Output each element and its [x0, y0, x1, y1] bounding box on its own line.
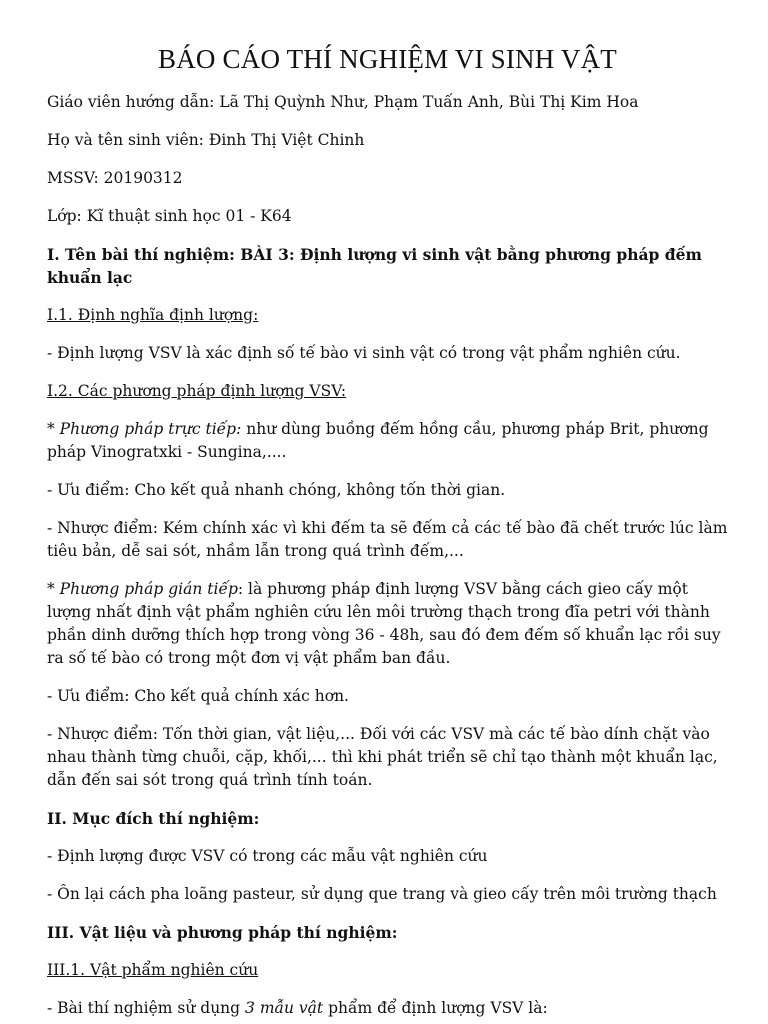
student-line: Họ và tên sinh viên: Đinh Thị Việt Chinh — [47, 131, 365, 149]
section1-sub2-heading-line — [47, 380, 728, 403]
section1-heading: I. Tên bài thí nghiệm: BÀI 3: Định lượng vi sinh vật bằng phương pháp đếm khuẩn lạc — [47, 245, 702, 287]
section3-line-c: phẩm để định lượng VSV là: — [323, 999, 548, 1017]
section2-item-1: - Định lượng được VSV có trong các mẫu vật nghiên cứu — [47, 847, 488, 865]
mssv-line: MSSV: 20190312 — [47, 169, 183, 187]
direct-method-paragraph — [47, 418, 728, 464]
section1-sub1-heading-line — [47, 304, 728, 327]
direct-method-pro: - Ưu điểm: Cho kết quả nhanh chóng, không tốn thời gian. — [47, 481, 506, 499]
section1-sub1-heading: I.1. Định nghĩa định lượng: — [47, 306, 259, 324]
section2-heading: II. Mục đích thí nghiệm: — [47, 809, 260, 828]
section3-sub1-heading-line — [47, 959, 728, 982]
direct-method-label: * Phương pháp trực tiếp: — [47, 420, 242, 438]
section3-line-b: 3 mẫu vật — [245, 999, 324, 1017]
indirect-method-label: * Phương pháp gián tiếp — [47, 580, 238, 598]
section3-line — [47, 997, 728, 1020]
indirect-method-text: : là phương pháp định lượng VSV bằng cách gieo cấy một lượng nhất định vật phẩm nghiên cứu lên môi trường thạch trong đĩa petri với thành phần dinh dưỡng thích hợp trong vòng 36 - 48h, sau đó đem đếm số khuẩn lạc rồi suy ra số tế bào có trong một đơn vị vật phẩm ban đầu. — [47, 580, 721, 667]
section3-line-a: - Bài thí nghiệm sử dụng — [47, 999, 246, 1017]
section1-sub2-heading: I.2. Các phương pháp định lượng VSV: — [47, 382, 347, 400]
indirect-method-con: - Nhược điểm: Tốn thời gian, vật liệu,... Đối với các VSV mà các tế bào dính chặt vào nhau thành từng chuỗi, cặp, khối,... thì khi phát triển sẽ chỉ tạo thành một khuẩn lạc, dẫn đến sai sót trong quá trình tính toán. — [47, 725, 718, 789]
indirect-method-paragraph — [47, 578, 728, 670]
section2-item-2: - Ôn lại cách pha loãng pasteur, sử dụng que trang và gieo cấy trên môi trường thạch — [47, 885, 717, 903]
direct-method-con: - Nhược điểm: Kém chính xác vì khi đếm ta sẽ đếm cả các tế bào đã chết trước lúc làm tiêu bản, dễ sai sót, nhầm lẫn trong quá trình đếm,... — [47, 519, 728, 560]
section1-sub1-text: - Định lượng VSV là xác định số tế bào vi sinh vật có trong vật phẩm nghiên cứu. — [47, 344, 681, 362]
direct-method-text: như dùng buồng đếm hồng cầu, phương pháp Brit, phương pháp Vinogratxki - Sungina,.... — [47, 420, 709, 461]
section3-sub1-heading: III.1. Vật phẩm nghiên cứu — [47, 961, 259, 979]
teachers-line: Giáo viên hướng dẫn: Lã Thị Quỳnh Như, Phạm Tuấn Anh, Bùi Thị Kim Hoa — [47, 93, 639, 111]
class-line: Lớp: Kĩ thuật sinh học 01 - K64 — [47, 207, 292, 225]
indirect-method-pro: - Ưu điểm: Cho kết quả chính xác hơn. — [47, 687, 349, 705]
section3-heading: III. Vật liệu và phương pháp thí nghiệm: — [47, 923, 398, 942]
document-title: BÁO CÁO THÍ NGHIỆM VI SINH VẬT — [157, 44, 617, 74]
